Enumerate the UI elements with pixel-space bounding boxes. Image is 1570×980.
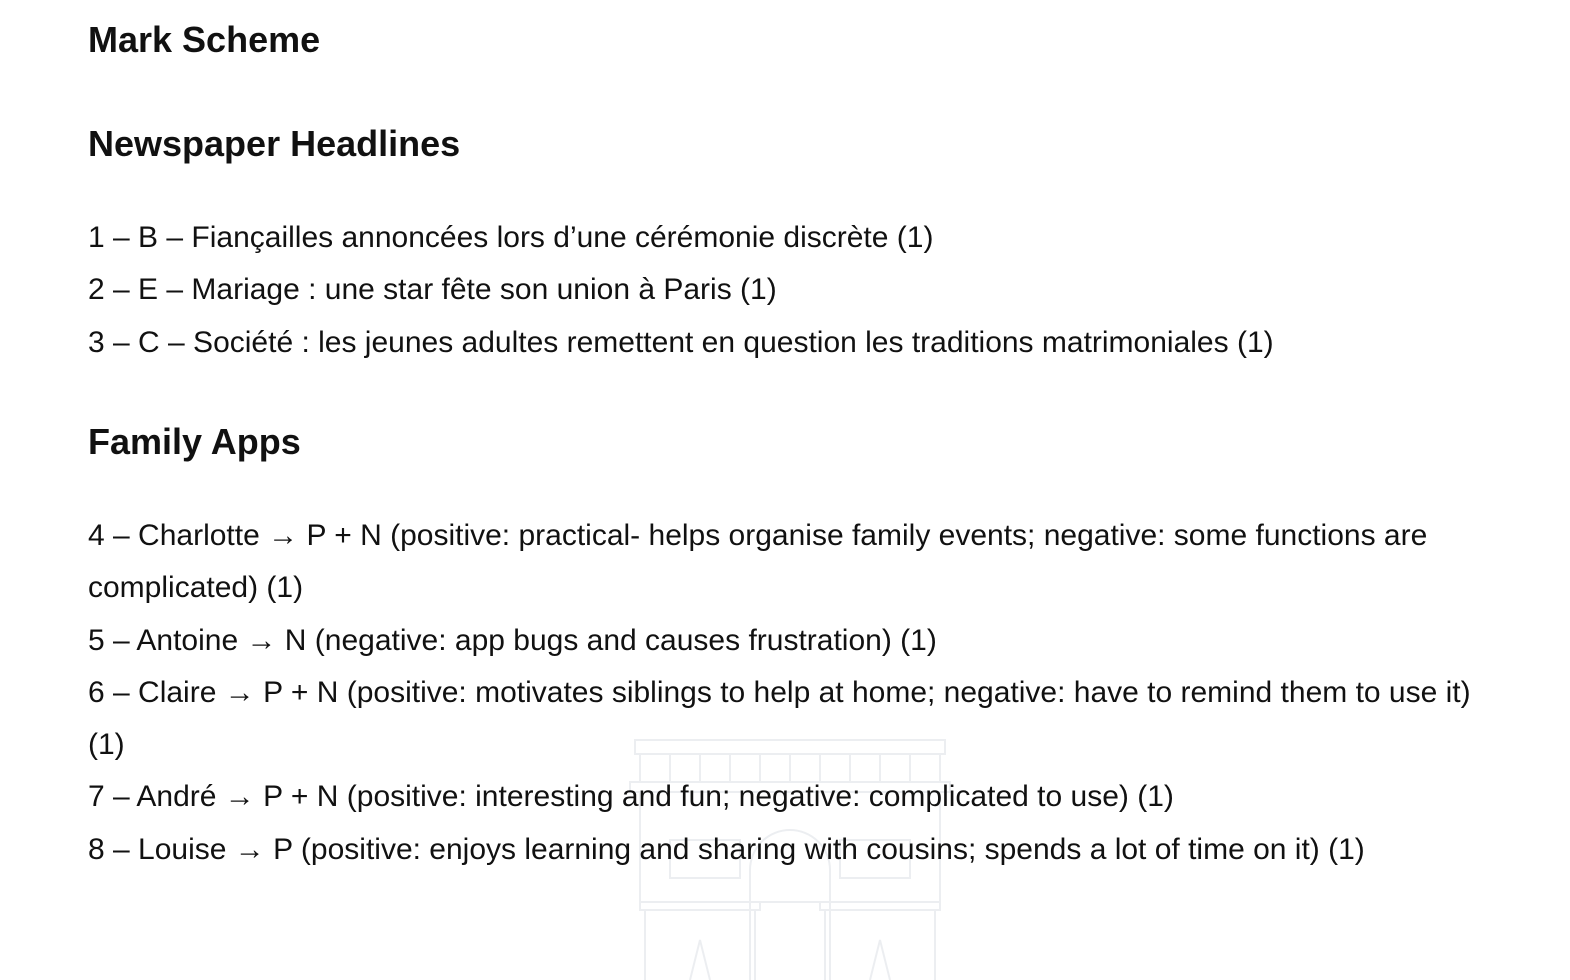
answer-item: 6 – Claire → P + N (positive: motivates siblings to help at home; negative: have to remind them to use it) (1) xyxy=(88,675,1471,762)
answer-item: 4 – Charlotte → P + N (positive: practical- helps organise family events; negative: some functions are complicated) (1) xyxy=(88,519,1428,605)
answer-item: 7 – André → P + N (positive: interesting and fun; negative: complicated to use) (1) xyxy=(88,780,1174,814)
answer-item: 1 – B – Fiançailles annoncées lors d’une cérémonie discrète (1) xyxy=(88,221,934,254)
section-heading-family-apps: Family Apps xyxy=(88,421,301,462)
section-heading-newspaper-headlines: Newspaper Headlines xyxy=(88,123,461,164)
answer-item: 8 – Louise → P (positive: enjoys learning and sharing with cousins; spends a lot of time on it) (1) xyxy=(88,832,1365,866)
answer-item: 3 – C – Société : les jeunes adultes remettent en question les traditions matrimoniales (1) xyxy=(88,325,1274,359)
page-title: Mark Scheme xyxy=(88,19,321,60)
answer-item: 2 – E – Mariage : une star fête son union à Paris (1) xyxy=(88,273,777,307)
newspaper-headlines-answers xyxy=(88,212,1508,369)
family-apps-answers xyxy=(88,510,1508,876)
answer-item: 5 – Antoine → N (negative: app bugs and causes frustration) (1) xyxy=(88,623,937,657)
